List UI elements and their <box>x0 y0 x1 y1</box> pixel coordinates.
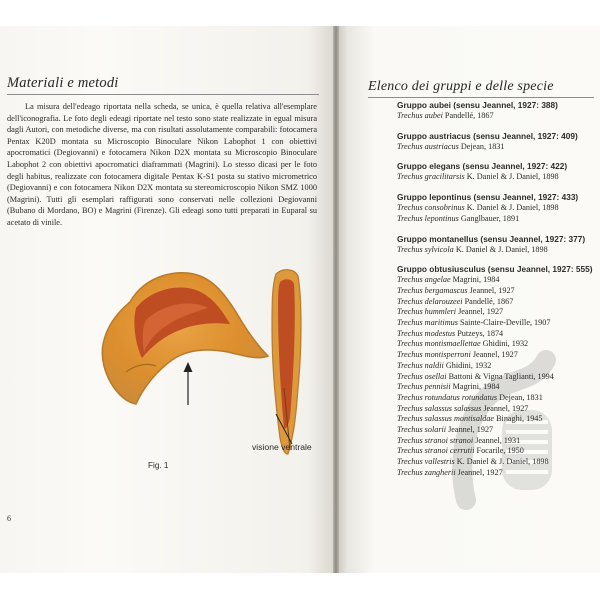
species-item: Trechus consobrinus K. Daniel & J. Daniel, 1898 <box>397 203 559 213</box>
group-lepontinus <box>397 192 597 224</box>
methods-paragraph-text: La misura dell'edeago riportata nella scheda, se unica, è quella relativa all'esemplare dell'iconografia. Le foto degli edeagi riportate nel testo sono state realizzate in egual misura dagli Autori, con metodiche diverse, ma con risultati assolutamente comparabili: fotocamera Pentax K20D montata su Microscopio Binoculare Nikon Labophot 1 con obiettivi apocromatici (Degiovanni) e fotocamera Nikon D2X montata su Microscopio Binoculare Labophot 2 con obiettivi apocromatici diaframmati (Magrini). Lo stesso dicasi per le foto degli habitus, realizzate con fotocamera digitale Pentax K-S1 posta su stativo micrometrico (Degiovanni) e con fotocamera Nikon D2X montata su stereomicroscopio Nikon SMZ 1000 (Magrini). Tutti gli esemplari raffigurati sono conservati nelle collezioni Degiovanni (Bubano di Mordano, BO) e Magrini (Firenze). Gli edeagi sono tutti preparati in Euparal su acetato di vinile. <box>7 102 317 227</box>
species-item: Trechus sylvicola K. Daniel & J. Daniel, 1898 <box>397 244 548 254</box>
methods-paragraph <box>7 101 317 229</box>
group-montanellus <box>397 234 597 256</box>
section-title-left: Materiali e metodi <box>7 75 119 91</box>
species-item: Trechus bergamascus Jeannel, 1927 <box>397 285 515 295</box>
species-item: Trechus salassus montisaldae Binaghi, 1945 <box>397 414 543 424</box>
species-item: Trechus salassus salassus Jeannel, 1927 <box>397 403 529 413</box>
species-item: Trechus montisperroni Jeannel, 1927 <box>397 350 518 360</box>
pointer-line-icon <box>274 412 294 446</box>
species-item: Trechus aubei Pandellé, 1867 <box>397 111 494 120</box>
species-item: Trechus delarouzeei Pandellé, 1867 <box>397 296 514 306</box>
group-heading: Gruppo montanellus (sensu Jeannel, 1927: 377) <box>397 233 586 244</box>
species-item: Trechus angelae Magrini, 1984 <box>397 275 500 285</box>
species-item: Trechus pennisii Magrini, 1984 <box>397 382 500 392</box>
group-heading: Gruppo aubei (sensu Jeannel, 1927: 388) <box>397 100 558 110</box>
groups-list <box>397 100 597 488</box>
species-item: Trechus maritimus Sainte-Claire-Deville, 1907 <box>397 318 551 328</box>
page-number: 6 <box>7 514 11 523</box>
species-item: Trechus austriacus Dejean, 1831 <box>397 141 505 151</box>
group-aubei <box>397 100 597 122</box>
species-item: Trechus montismaellettae Ghidini, 1932 <box>397 339 529 349</box>
species-item: Trechus gracilitarsis K. Daniel & J. Daniel, 1898 <box>397 172 559 182</box>
species-item: Trechus stranoi stranoi Jeannel, 1931 <box>397 435 521 445</box>
figure-caption: Fig. 1 <box>148 461 169 470</box>
section-title-right: Elenco dei gruppi e delle specie <box>368 79 554 94</box>
species-item: Trechus stranoi cerrutii Focarile, 1950 <box>397 446 524 456</box>
group-heading: Gruppo obtusiusculus (sensu Jeannel, 1927: 555) <box>397 264 593 275</box>
title-rule-left <box>7 94 319 95</box>
arrow-up-icon <box>182 362 194 406</box>
group-heading: Gruppo lepontinus (sensu Jeannel, 1927: 433) <box>397 192 579 203</box>
species-item: Trechus modestus Putzeys, 1874 <box>397 328 504 338</box>
species-item: Trechus hummleri Jeannel, 1927 <box>397 307 504 317</box>
species-item: Trechus naldii Ghidini, 1932 <box>397 360 492 370</box>
book-spine <box>333 26 339 573</box>
ventral-view-label: visione ventrale <box>252 442 312 452</box>
group-austriacus <box>397 131 597 153</box>
species-item: Trechus zangherii Jeannel, 1927 <box>397 467 503 477</box>
group-obtusiusculus <box>397 264 597 478</box>
group-heading: Gruppo austriacus (sensu Jeannel, 1927: 409) <box>397 130 578 141</box>
group-heading: Gruppo elegans (sensu Jeannel, 1927: 422) <box>397 161 568 172</box>
species-item: Trechus vallestris K. Daniel & J. Daniel, 1898 <box>397 457 549 467</box>
species-item: Trechus solarii Jeannel, 1927 <box>397 425 494 435</box>
group-elegans <box>397 161 597 183</box>
title-rule-right <box>368 97 594 98</box>
species-item: Trechus lepontinus Ganglbauer, 1891 <box>397 213 520 223</box>
species-item: Trechus osellai Battoni & Vigna Taglianti, 1994 <box>397 371 554 381</box>
species-item: Trechus rotundatus rotundatus Dejean, 1831 <box>397 392 543 402</box>
